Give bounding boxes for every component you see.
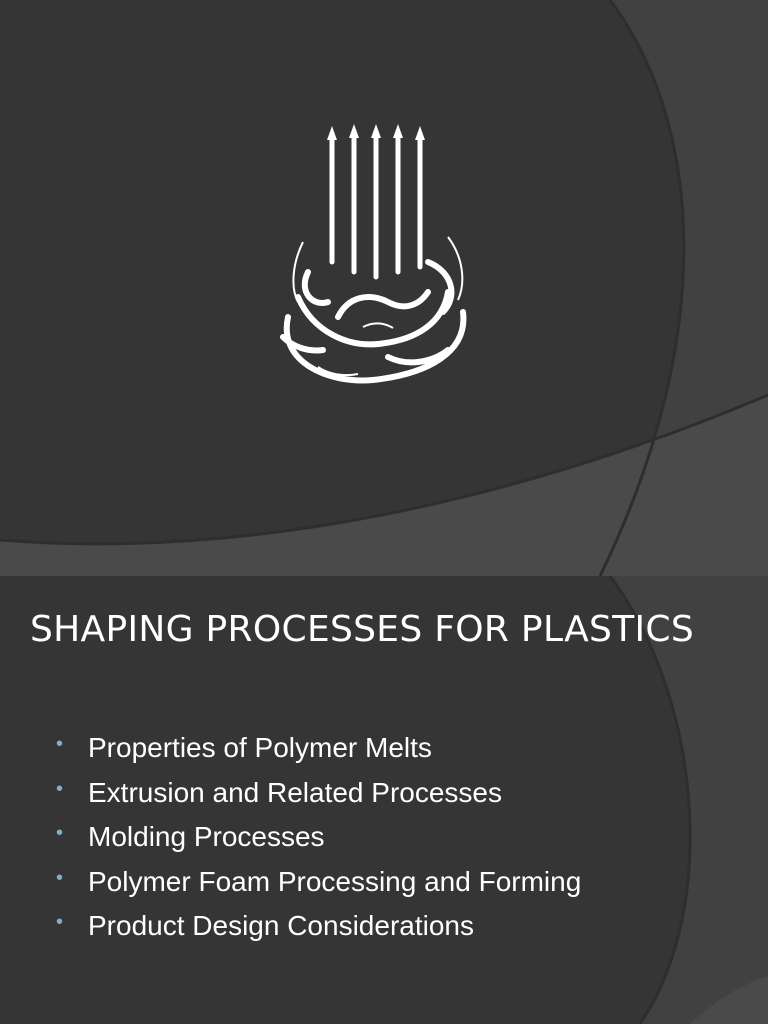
slide-title: SHAPING PROCESSES FOR PLASTICS	[30, 609, 694, 650]
bullet-dot-icon: •	[56, 777, 64, 800]
bullet-item	[52, 771, 581, 816]
bullet-text: Product Design Considerations	[88, 910, 474, 941]
bullet-dot-icon: •	[56, 822, 64, 844]
bullet-item	[52, 815, 581, 860]
bullet-text: Properties of Polymer Melts	[88, 732, 432, 763]
bullet-item	[52, 726, 581, 771]
bullet-dot-icon: •	[56, 733, 64, 755]
bullet-item	[52, 904, 581, 949]
bullet-list	[52, 726, 581, 949]
bullet-dot-icon: •	[56, 911, 64, 933]
bullet-text: Molding Processes	[88, 821, 325, 852]
bullet-text: Polymer Foam Processing and Forming	[88, 865, 582, 897]
bullet-item	[52, 860, 581, 905]
slide-2	[0, 576, 768, 1024]
bullet-text: Extrusion and Related Processes	[88, 776, 502, 808]
bismillah-calligraphy-icon	[268, 122, 478, 392]
bullet-dot-icon: •	[56, 866, 64, 889]
